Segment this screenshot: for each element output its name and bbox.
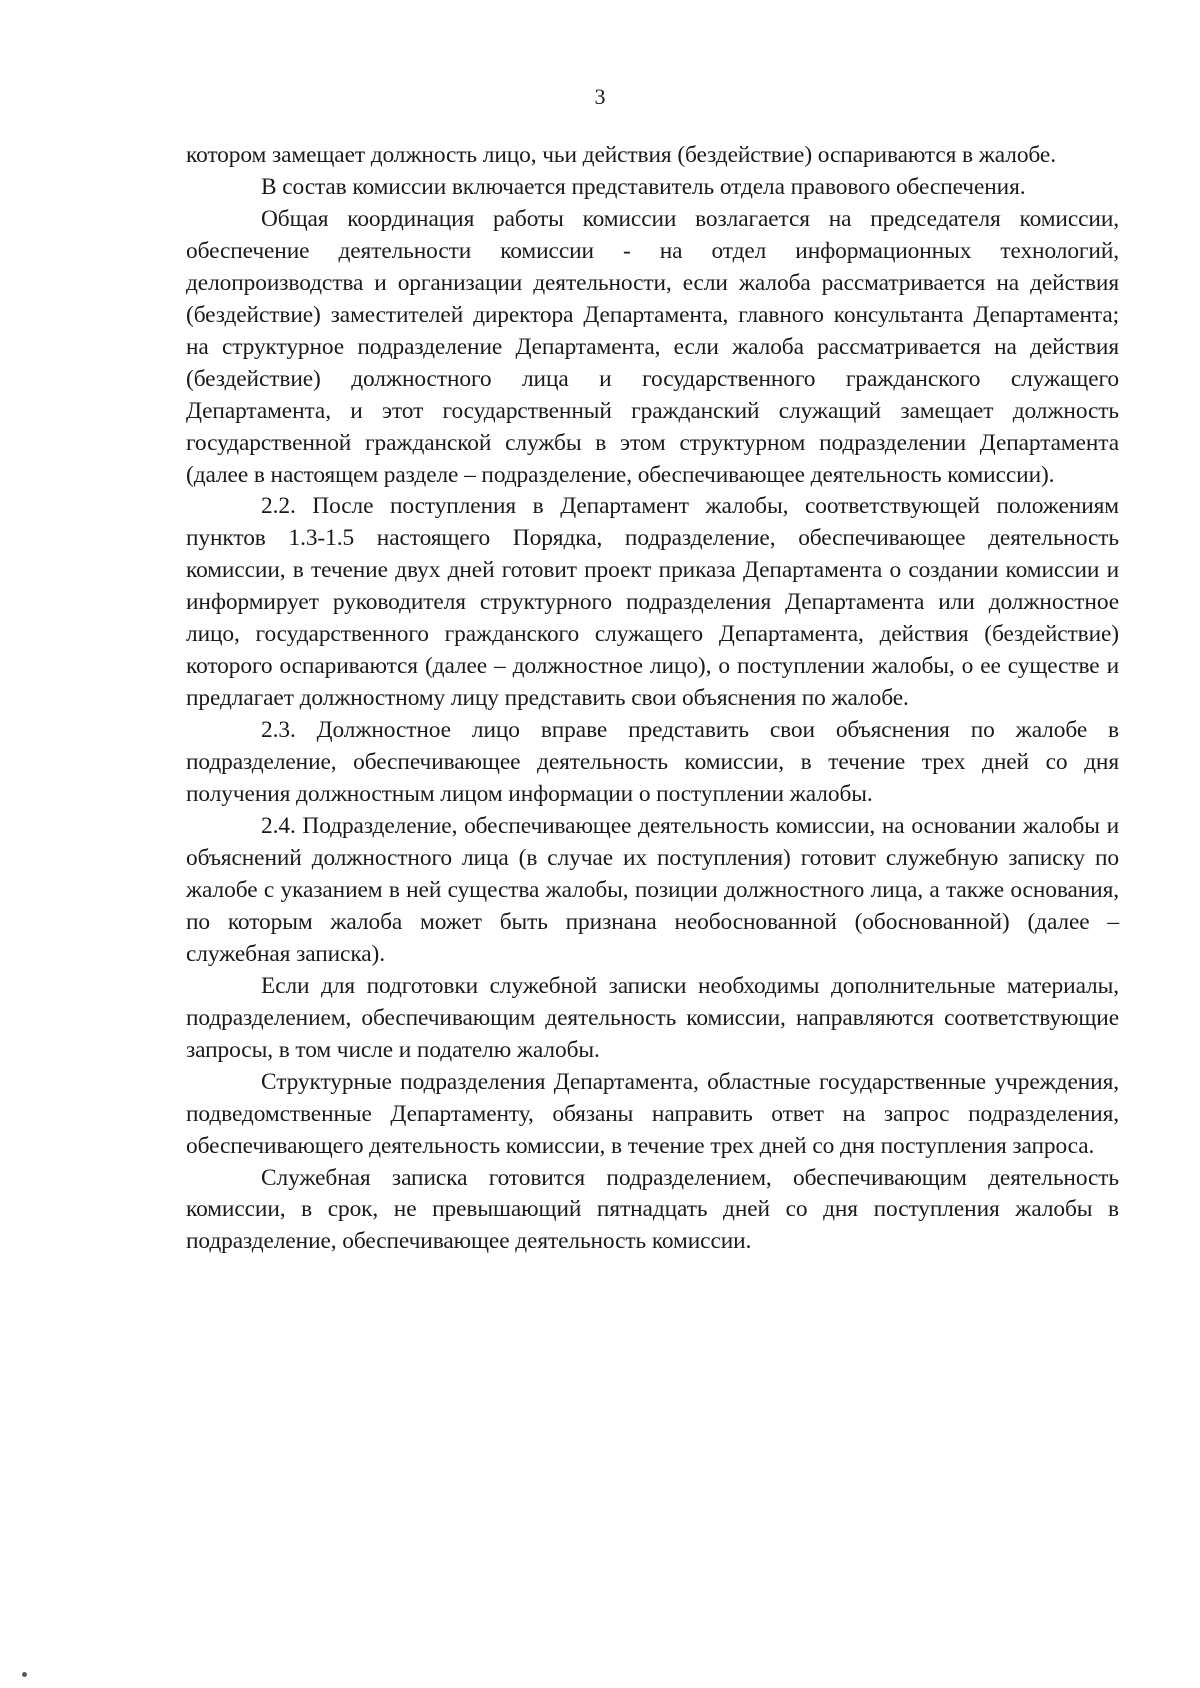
document-body [186,140,1119,1258]
paragraph-6: 2.4. Подразделение, обеспечивающее деятельность комиссии, на основании жалобы и объяснений должностного лица (в случае их поступления) готовит служебную записку по жалобе с указанием в ней существа жалобы, позиции должностного лица, а также основания, по которым жалоба может быть признана необоснованной (обоснованной) (далее – служебная записка). [186,813,1119,967]
paragraph-2: В состав комиссии включается представитель отдела правового обеспечения. [261,173,1026,200]
paragraph-8: Структурные подразделения Департамента, областные государственные учреждения, подведомственные Департаменту, обязаны направить ответ на запрос подразделения, обеспечивающего деятельность комиссии, в течение трех дней со дня поступления запроса. [186,1068,1119,1159]
page-number: 3 [594,84,606,109]
paragraph-1: котором замещает должность лицо, чьи действия (бездействие) оспариваются в жалобе. [186,142,1056,168]
paragraph-7: Если для подготовки служебной записки необходимы дополнительные материалы, подразделением, обеспечивающим деятельность комиссии, направляются соответствующие запросы, в том числе и подателю жалобы. [186,972,1119,1063]
scan-speck [22,1672,27,1677]
paragraph-3: Общая координация работы комиссии возлагается на председателя комиссии, обеспечение деятельности комиссии - на отдел информационных технологий, делопроизводства и организации деятельности, если жалоба рассматривается на действия (бездействие) заместителей директора Департамента, главного консультанта Департамента; на структурное подразделение Департамента, если жалоба рассматривается на действия (бездействие) должностного лица и государственного гражданского служащего Департамента, и этот государственный гражданский служащий замещает должность государственной гражданской службы в этом структурном подразделении Департамента (далее в настоящем разделе – подразделение, обеспечивающее деятельность комиссии). [186,205,1119,488]
paragraph-4: 2.2. После поступления в Департамент жалобы, соответствующей положениям пунктов 1.3-1.5 настоящего Порядка, подразделение, обеспечивающее деятельность комиссии, в течение двух дней готовит проект приказа Департамента о создании комиссии и информирует руководителя структурного подразделения Департамента или должностное лицо, государственного гражданского служащего Департамента, действия (бездействие) которого оспариваются (далее – должностное лицо), о поступлении жалобы, о ее существе и предлагает должностному лицу представить свои объяснения по жалобе. [186,493,1119,712]
paragraph-9: Служебная записка готовится подразделением, обеспечивающим деятельность комиссии, в срок, не превышающий пятнадцать дней со дня поступления жалобы в подразделение, обеспечивающее деятельность комиссии. [186,1164,1119,1255]
paragraph-5: 2.3. Должностное лицо вправе представить свои объяснения по жалобе в подразделение, обеспечивающее деятельность комиссии, в течение трех дней со дня получения должностным лицом информации о поступлении жалобы. [186,717,1119,808]
